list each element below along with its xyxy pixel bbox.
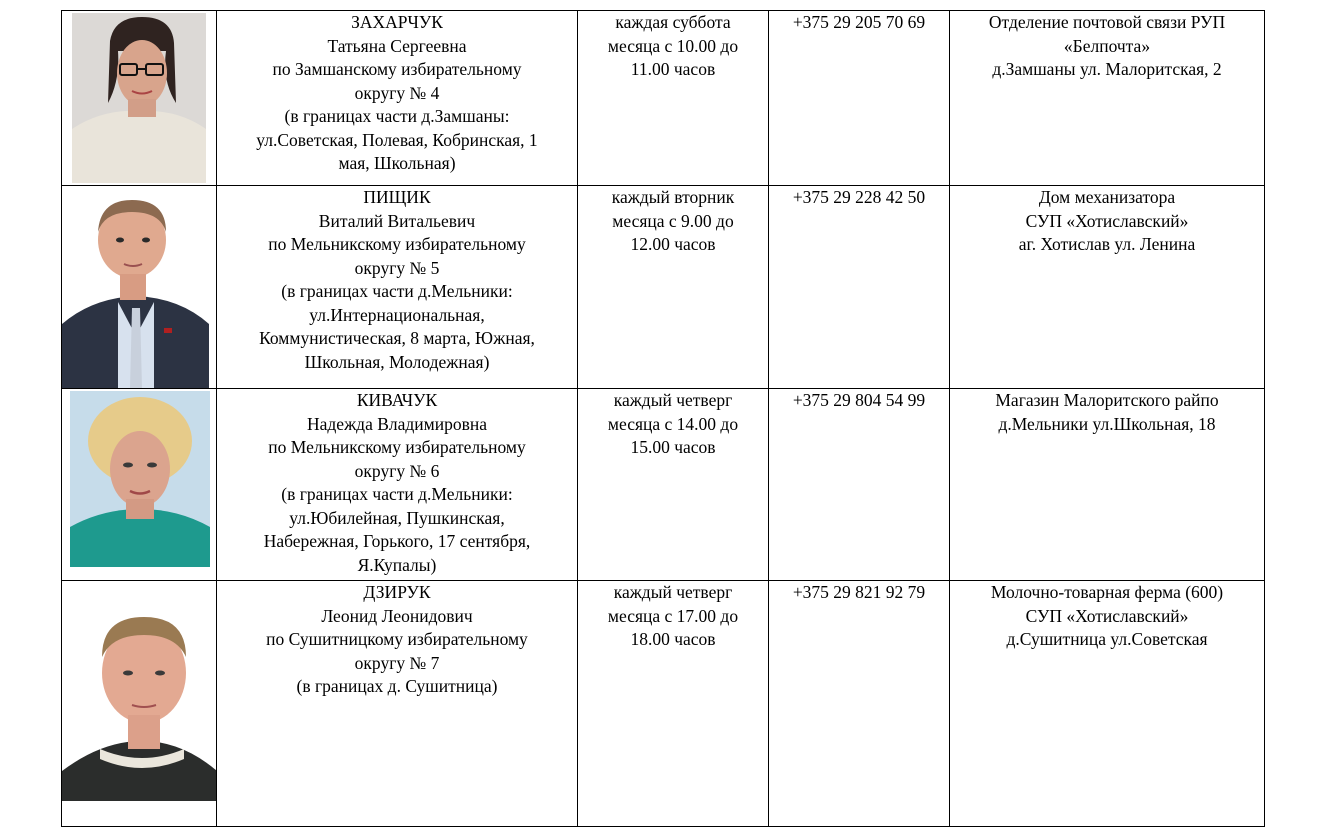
area-line: Набережная, Горького, 17 сентября, xyxy=(263,531,531,551)
phone-number: +375 29 821 92 79 xyxy=(792,582,926,602)
deputy-info-cell xyxy=(217,389,578,581)
place-cell xyxy=(950,389,1265,581)
deputy-name: Виталий Витальевич xyxy=(318,210,476,231)
area-line: Я.Купалы) xyxy=(357,554,437,575)
deputy-name: Леонид Леонидович xyxy=(321,605,473,626)
area-line: мая, Школьная) xyxy=(338,153,456,173)
place-line: Магазин Малоритского райпо xyxy=(995,390,1219,410)
area-line: ул.Советская, Полевая, Кобринская, 1 xyxy=(256,129,538,150)
place-line: аг. Хотислав ул. Ленина xyxy=(1018,234,1196,254)
place-line: д.Мельники ул.Школьная, 18 xyxy=(998,413,1216,434)
table-row xyxy=(62,389,1265,581)
place-line: СУП «Хотиславский» xyxy=(1025,605,1189,626)
schedule-line: месяца с 10.00 до xyxy=(607,35,739,56)
deputy-surname: ЗАХАРЧУК xyxy=(351,12,443,32)
deputy-surname: ДЗИРУК xyxy=(363,582,431,602)
district-line: по Мельникскому избирательному xyxy=(268,234,526,254)
place-line: д.Сушитница ул.Советская xyxy=(1006,629,1208,649)
portrait-man-suit-image xyxy=(62,186,216,388)
area-line: ул.Юбилейная, Пушкинская, xyxy=(289,507,505,528)
phone-number: +375 29 205 70 69 xyxy=(792,12,926,32)
schedule-line: 11.00 часов xyxy=(630,59,716,79)
deputy-photo xyxy=(62,581,216,826)
deputy-name: Татьяна Сергеевна xyxy=(327,35,467,56)
schedule-line: каждый вторник xyxy=(611,187,735,207)
phone-number: +375 29 228 42 50 xyxy=(792,187,926,207)
schedule-line: каждый четверг xyxy=(613,390,733,410)
district-number: округу № 5 xyxy=(354,257,440,278)
photo-cell xyxy=(62,389,217,581)
schedule-line: месяца с 9.00 до xyxy=(612,210,734,231)
area-line: Коммунистическая, 8 марта, Южная, xyxy=(259,328,535,348)
phone-cell xyxy=(769,186,950,389)
schedule-line: каждая суббота xyxy=(615,12,731,32)
deputy-name: Надежда Владимировна xyxy=(307,413,487,434)
place-line: Отделение почтовой связи РУП xyxy=(988,12,1226,32)
portrait-woman-blonde-image xyxy=(62,389,216,580)
place-cell xyxy=(950,11,1265,186)
deputy-surname: ПИЩИК xyxy=(363,187,431,207)
place-cell xyxy=(950,186,1265,389)
schedule-line: 12.00 часов xyxy=(630,234,716,254)
district-line: по Мельникскому избирательному xyxy=(268,437,526,457)
schedule-line: 18.00 часов xyxy=(630,629,716,649)
area-line: (в границах части д.Мельники: xyxy=(281,484,513,504)
place-cell xyxy=(950,581,1265,827)
portrait-woman-image xyxy=(62,11,216,185)
deputy-info-cell xyxy=(217,186,578,389)
district-line: по Замшанскому избирательному xyxy=(272,59,522,79)
area-line: ул.Интернациональная, xyxy=(309,304,485,325)
schedule-line: 15.00 часов xyxy=(630,437,716,457)
district-line: по Сушитницкому избирательному xyxy=(266,629,528,649)
area-line: (в границах части д.Замшаны: xyxy=(284,106,510,126)
place-line: «Белпочта» xyxy=(1063,35,1151,56)
area-line: (в границах части д.Мельники: xyxy=(281,281,513,301)
table-row xyxy=(62,11,1265,186)
deputy-photo xyxy=(62,11,216,185)
district-number: округу № 4 xyxy=(354,82,440,103)
table-row xyxy=(62,186,1265,389)
phone-cell xyxy=(769,11,950,186)
schedule-cell xyxy=(578,186,769,389)
portrait-man-sweater-image xyxy=(62,581,216,826)
area-line: (в границах д. Сушитница) xyxy=(296,676,498,696)
district-number: округу № 7 xyxy=(354,652,440,673)
place-line: Молочно-товарная ферма (600) xyxy=(990,582,1224,602)
schedule-line: каждый четверг xyxy=(613,582,733,602)
schedule-cell xyxy=(578,11,769,186)
place-line: д.Замшаны ул. Малоритская, 2 xyxy=(992,59,1222,79)
place-line: Дом механизатора xyxy=(1038,187,1176,207)
deputy-info-cell xyxy=(217,11,578,186)
deputy-photo xyxy=(62,186,216,388)
schedule-line: месяца с 14.00 до xyxy=(607,413,739,434)
table-row xyxy=(62,581,1265,827)
phone-number: +375 29 804 54 99 xyxy=(792,390,926,410)
deputy-photo xyxy=(62,389,216,580)
place-line: СУП «Хотиславский» xyxy=(1025,210,1189,231)
phone-cell xyxy=(769,389,950,581)
area-line: Школьная, Молодежная) xyxy=(304,351,490,372)
phone-cell xyxy=(769,581,950,827)
photo-cell xyxy=(62,186,217,389)
deputy-surname: КИВАЧУК xyxy=(356,390,438,410)
schedule-cell xyxy=(578,581,769,827)
schedule-cell xyxy=(578,389,769,581)
photo-cell xyxy=(62,11,217,186)
deputy-info-cell xyxy=(217,581,578,827)
district-number: округу № 6 xyxy=(354,460,440,481)
deputies-table xyxy=(61,10,1265,827)
photo-cell xyxy=(62,581,217,827)
schedule-line: месяца с 17.00 до xyxy=(607,605,739,626)
